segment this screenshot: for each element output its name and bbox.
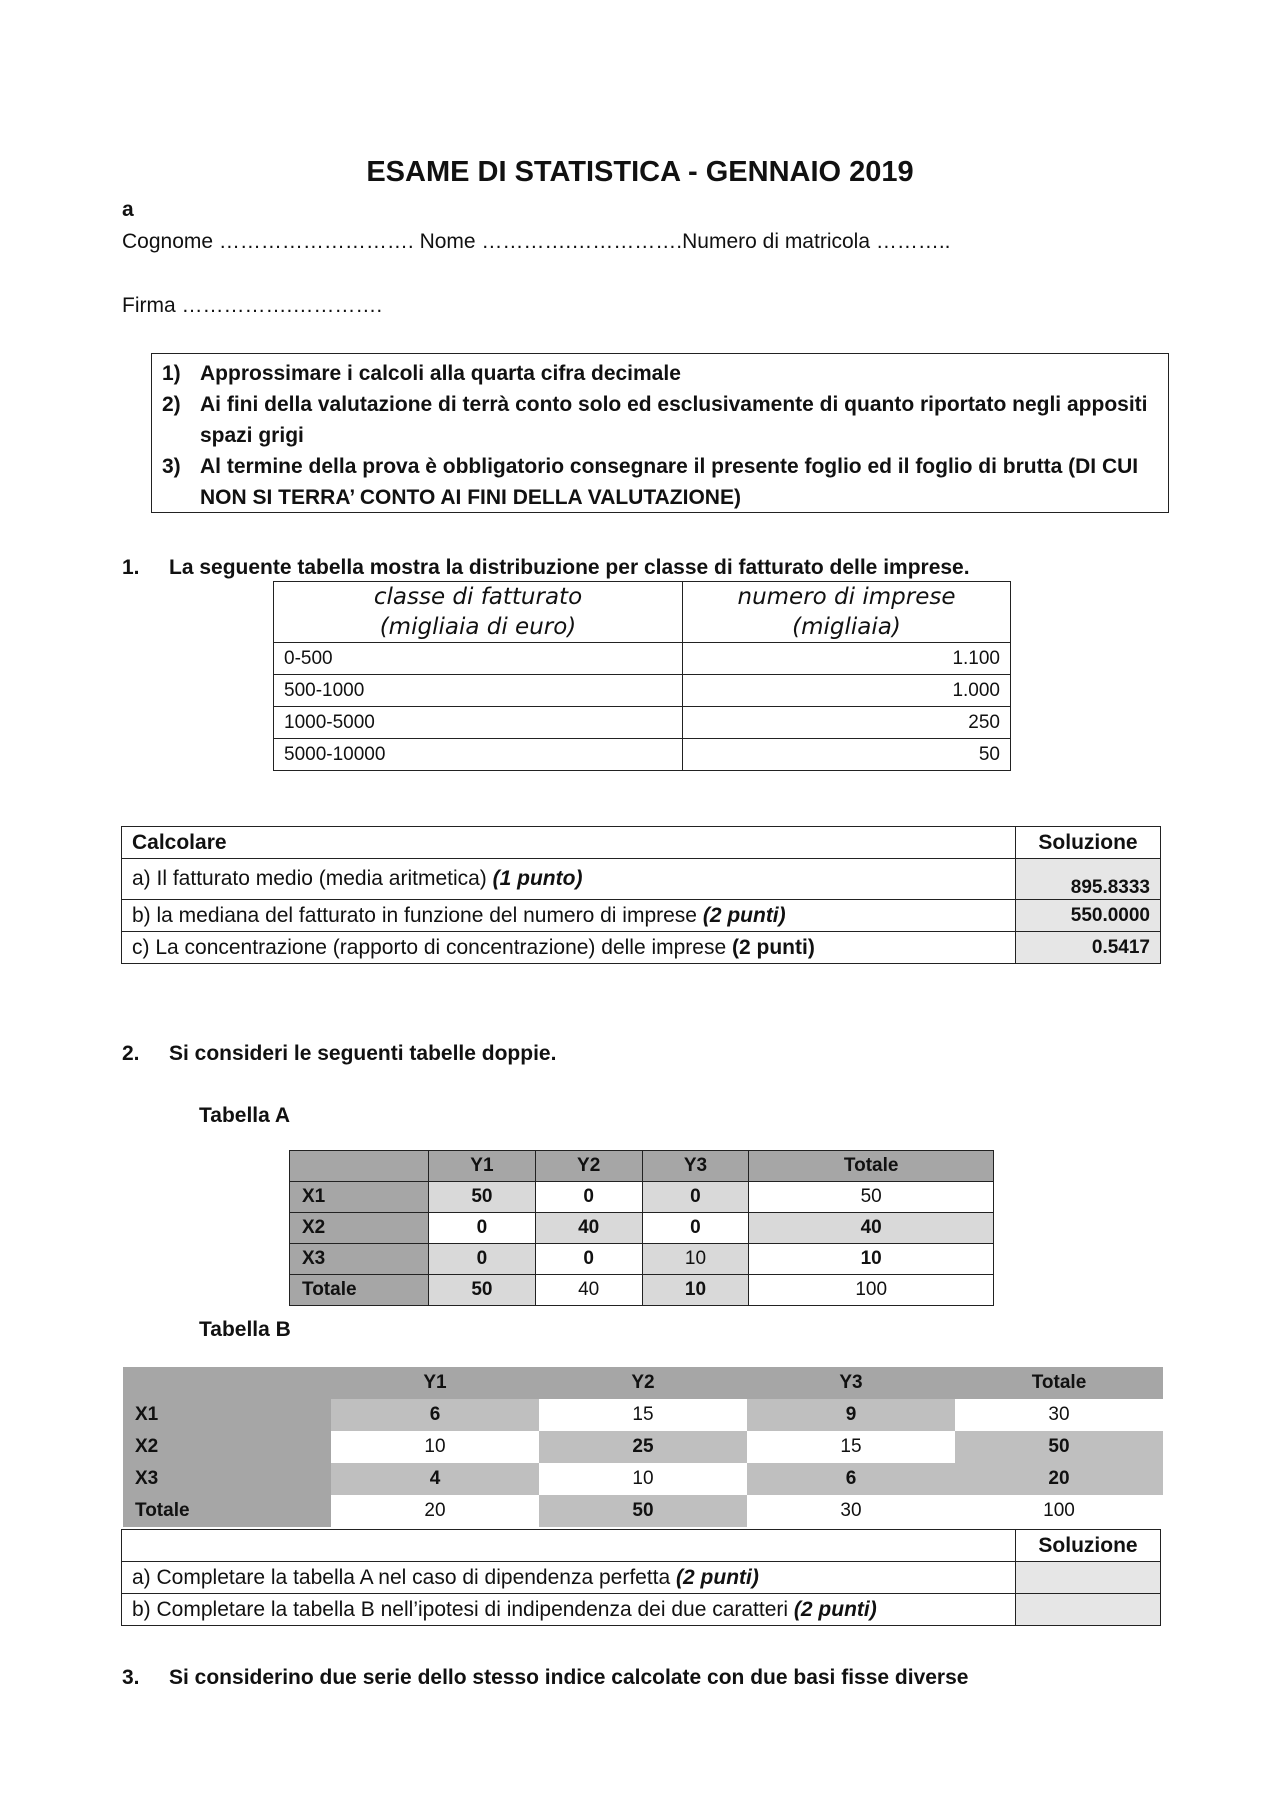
table-row: Totale 50 40 10 100 — [290, 1275, 994, 1306]
page-title: ESAME DI STATISTICA - GENNAIO 2019 — [366, 156, 914, 188]
q2-heading — [122, 1042, 557, 1066]
table-row: X3 4 10 6 20 — [123, 1463, 1163, 1495]
table-row: 0-500 1.100 — [274, 643, 1011, 675]
q3-text: Si considerino due serie dello stesso indice calcolate con due basi fisse diverse — [169, 1666, 969, 1689]
solution-cell[interactable] — [1016, 1562, 1161, 1594]
q3-number: 3. — [122, 1666, 140, 1689]
tabella-b: Y1 Y2 Y3 Totale X1 6 15 9 30 X2 10 25 15 50 X3 4 10 6 20 Totale 20 50 30 100 — [123, 1367, 1163, 1527]
table-row: 5000-10000 50 — [274, 739, 1011, 771]
table-row: 1000-5000 250 — [274, 707, 1011, 739]
q2-text: Si consideri le seguenti tabelle doppie. — [169, 1042, 557, 1065]
table-row: X2 10 25 15 50 — [123, 1431, 1163, 1463]
matricola-field[interactable]: Numero di matricola ……….. — [682, 230, 951, 253]
q1-text: La seguente tabella mostra la distribuzione per classe di fatturato delle imprese. — [169, 556, 970, 579]
solution-header: Soluzione — [1016, 827, 1161, 859]
header-imprese: numero di imprese (migliaia) — [683, 582, 1011, 643]
header-classe: classe di fatturato (migliaia di euro) — [274, 582, 683, 643]
instruction-item: 2) Ai fini della valutazione di terrà conto solo ed esclusivamente di quanto riportato negli appositi spazi grigi — [162, 393, 1148, 447]
instructions-box — [151, 353, 1169, 513]
table-row: a) Completare la tabella A nel caso di dipendenza perfetta (2 punti) — [122, 1562, 1161, 1594]
q2-number: 2. — [122, 1042, 140, 1065]
solution-cell[interactable] — [1016, 1594, 1161, 1626]
q1-number: 1. — [122, 556, 140, 579]
table-row: c) La concentrazione (rapporto di concentrazione) delle imprese (2 punti) 0.5417 — [122, 932, 1161, 964]
table-row: X1 6 15 9 30 — [123, 1399, 1163, 1431]
calc-header: Calcolare — [122, 827, 1016, 859]
table-row: X3 0 0 10 10 — [290, 1244, 994, 1275]
solution-cell[interactable]: 895.8333 — [1016, 859, 1161, 900]
q3-heading — [122, 1666, 969, 1690]
table-row: 500-1000 1.000 — [274, 675, 1011, 707]
identity-line — [122, 230, 951, 254]
letter-a: a — [122, 198, 134, 221]
tabella-a: Y1 Y2 Y3 Totale X1 50 0 0 50 X2 0 40 0 40 X3 0 0 10 10 Totale 50 40 10 100 — [289, 1150, 994, 1306]
tabella-b-label: Tabella B — [199, 1318, 291, 1341]
table-row: X2 0 40 0 40 — [290, 1213, 994, 1244]
q1-heading — [122, 556, 970, 580]
instruction-item: 1) Approssimare i calcoli alla quarta cifra decimale — [162, 362, 681, 385]
q1-calc-table — [121, 826, 1161, 964]
nome-field[interactable]: Nome ………….……………. — [419, 230, 683, 253]
table-row: b) la mediana del fatturato in funzione del numero di imprese (2 punti) 550.0000 — [122, 900, 1161, 932]
cognome-field[interactable]: Cognome ………………………. — [122, 230, 414, 253]
fatturato-table — [273, 581, 1011, 771]
solution-header: Soluzione — [1016, 1530, 1161, 1562]
solution-cell[interactable]: 550.0000 — [1016, 900, 1161, 932]
q2-calc-table — [121, 1529, 1161, 1626]
instruction-item: 3) Al termine della prova è obbligatorio consegnare il presente foglio ed il foglio di brutta (DI CUI NON SI TERRA’ CONTO AI FINI DELLA VALUTAZIONE) — [162, 455, 1139, 509]
table-row: Totale 20 50 30 100 — [123, 1495, 1163, 1527]
tabella-a-label: Tabella A — [199, 1104, 291, 1127]
table-row: b) Completare la tabella B nell’ipotesi di indipendenza dei due caratteri (2 punti) — [122, 1594, 1161, 1626]
firma-field[interactable]: Firma …………….…………. — [122, 294, 383, 317]
table-row: X1 50 0 0 50 — [290, 1182, 994, 1213]
table-row: a) Il fatturato medio (media aritmetica) (1 punto) 895.8333 — [122, 859, 1161, 900]
solution-cell[interactable]: 0.5417 — [1016, 932, 1161, 964]
